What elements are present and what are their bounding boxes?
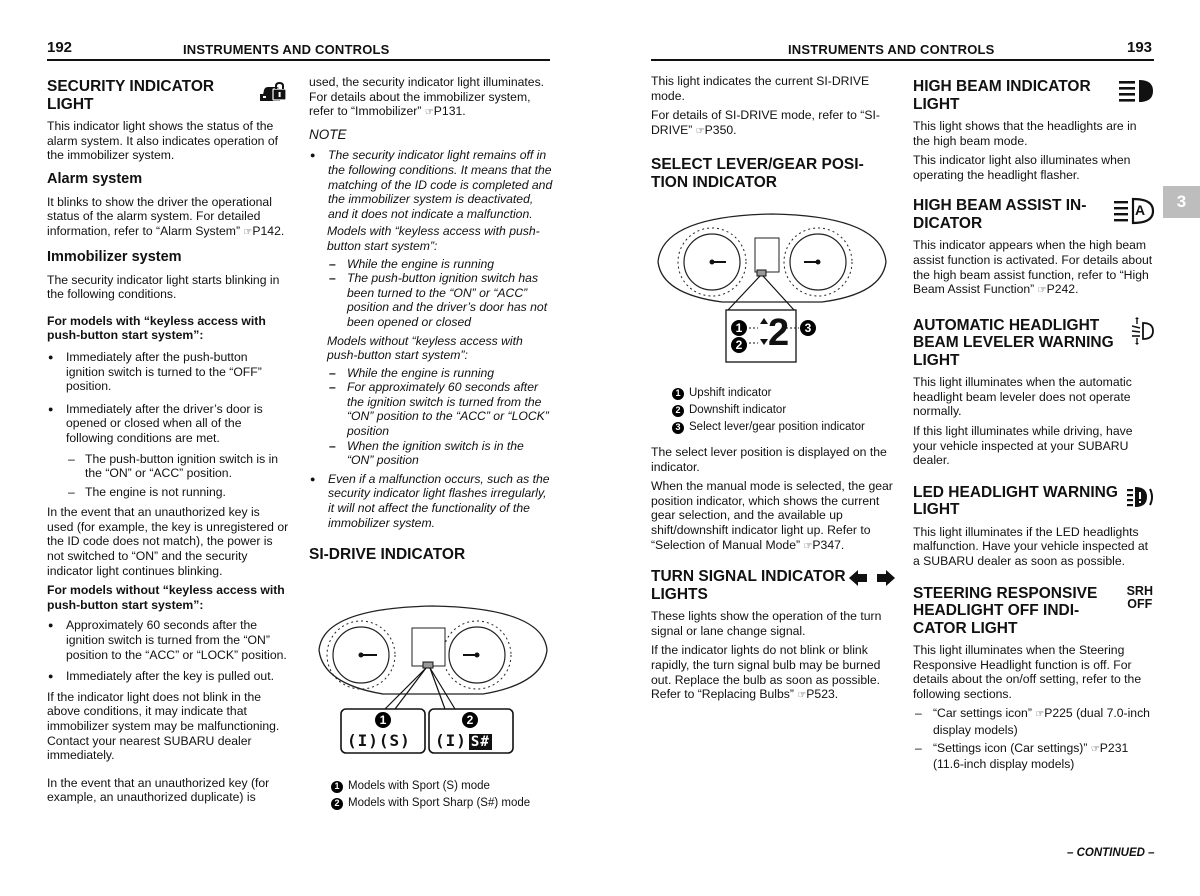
column-2 [309, 75, 553, 570]
turn-signal-paragraph-1: These lights show the operation of the turn signal or lane change signal. [651, 609, 882, 638]
select-lever-heading: SELECT LEVER/GEAR POSITION INDICATOR [651, 156, 864, 191]
srh-off-icon-line-1: SRH [1126, 583, 1153, 598]
si-drive-mode-ssharp-display: (I) S# [435, 731, 490, 750]
immobilizer-paragraph: The security indicator light starts blinking in the following conditions. [47, 272, 280, 302]
column-3 [651, 74, 895, 197]
high-beam-assist-icon [1113, 197, 1155, 225]
right-header-rule [651, 59, 1154, 61]
turn-signal-paragraph-2: If the indicator lights do not blink or blink rapidly, the turn signal bulb may be burned out. Replace the bulb as soon as possible. Refer to “Replacing Bulbs” ☞P523. [651, 643, 881, 702]
chapter-tab: 3 [1163, 186, 1200, 218]
srh-off-dash-1: – “Car settings icon” ☞P225 (dual 7.0-inch display models) [913, 706, 1155, 737]
si-drive-intro-2: For details of SI-DRIVE mode, refer to “SI-DRIVE” ☞P350. [651, 108, 880, 137]
note-bullet-1: ● The security indicator light remains off in the following conditions. It means that the matching of the ID code is completed and the immobilizer system is deactivated, and it does not indicate a malfunction. [309, 148, 553, 221]
note-no-keyless-dash-2: – For approximately 60 seconds after the ignition switch is turned from the “ON” position to the “ACC” or “LOCK” position [309, 380, 553, 438]
si-drive-intro-1: This light indicates the current SI-DRIVE mode. [651, 74, 870, 103]
lock-car-icon [259, 80, 289, 108]
keyless-dash-2: – The engine is not running. [47, 485, 289, 500]
left-header-rule [47, 59, 550, 61]
si-drive-mode-s-display: (I)(S) [347, 731, 411, 750]
si-drive-marker-2: 2 [462, 712, 478, 728]
si-drive-captions [331, 778, 530, 812]
keyless-dash-1: – The push-button ignition switch is in the “ON” or “ACC” position. [47, 452, 289, 481]
gear-digit: 2 [768, 312, 790, 354]
select-lever-paragraph-2: When the manual mode is selected, the gear position indicator, which shows the current gear selection, and the available up shift/downshift indicator light up. Refer to “Selection of Manual Mode” ☞P347. [651, 479, 893, 552]
note-no-keyless-dash-3: – When the ignition switch is in the “ON” position [309, 439, 553, 468]
note-keyless-dash-2: – The push-button ignition switch has been turned to the “ON” or “ACC” position and the driver’s door has not been opened or closed [309, 271, 553, 329]
gear-caption-1: 1 Upshift indicator [672, 385, 865, 402]
right-page-number: 193 [1127, 39, 1153, 56]
note-no-keyless-dash-1: – While the engine is running [309, 366, 553, 381]
high-beam-heading: HIGH BEAM INDICATOR LIGHT [913, 78, 1091, 113]
led-headlight-paragraph: This light illuminates if the LED headlights malfunction. Have your vehicle inspected at a SUBARU dealer as soon as possible. [913, 524, 1149, 568]
high-beam-assist-icon-letter: A [1135, 202, 1146, 219]
immobilizer-continued-paragraph: used, the security indicator light illuminates. For details about the immobilizer system, refer to “Immobilizer” ☞P131. [309, 75, 545, 119]
alarm-paragraph: It blinks to show the driver the operational status of the alarm system. For detailed information, refer to “Alarm System” ☞P142. [47, 194, 285, 238]
si-drive-marker-1: 1 [375, 712, 391, 728]
headlight-leveler-icon [1129, 317, 1155, 349]
column-3-lower [651, 445, 895, 709]
gear-marker-3: 3 [800, 320, 816, 336]
note-models-keyless: Models with “keyless access with push-button start system”: [327, 224, 540, 253]
column-4 [913, 78, 1155, 775]
auto-leveler-paragraph-2: If this light illuminates while driving, have your vehicle inspected at your SUBARU dealer. [913, 424, 1133, 468]
auto-leveler-heading: AUTOMATIC HEADLIGHT BEAM LEVELER WARNING LIGHT [913, 316, 1114, 369]
turn-signal-arrows-icon [849, 570, 895, 590]
note-keyless-dash-1: – While the engine is running [309, 257, 553, 272]
left-page-header: INSTRUMENTS AND CONTROLS [183, 42, 390, 57]
auto-leveler-paragraph-1: This light illuminates when the automatic headlight beam leveler does not operate normally. [913, 375, 1132, 419]
note-bullet-2: ● Even if a malfunction occurs, such as the security indicator light flashes irregularly, it will not affect the functionality of the immobilizer system. [309, 472, 553, 530]
high-beam-paragraph-1: This light shows that the headlights are in the high beam mode. [913, 119, 1137, 148]
led-headlight-warning-icon [1125, 484, 1155, 514]
note-label: NOTE [309, 126, 347, 142]
select-lever-paragraph-1: The select lever position is displayed on the indicator. [651, 445, 887, 474]
high-beam-icon [1115, 78, 1155, 108]
immobilizer-heading: Immobilizer system [47, 248, 182, 265]
srh-off-paragraph: This light illuminates when the Steering Responsive Headlight function is off. For details about the on/off setting, refer to the following sections. [913, 643, 1142, 701]
srh-off-icon [1127, 585, 1153, 611]
high-beam-assist-heading: HIGH BEAM ASSIST INDICATOR [913, 197, 1087, 232]
alarm-system-heading: Alarm system [47, 170, 143, 187]
left-page-number: 192 [47, 39, 73, 56]
security-paragraph: This indicator light shows the status of the alarm system. It also indicates operation of the immobilizer system. [47, 119, 278, 163]
gear-marker-2: 2 [731, 337, 747, 353]
si-drive-caption-1: 1 Models with Sport (S) mode [331, 778, 530, 795]
srh-off-dash-2: – “Settings icon (Car settings)” ☞P231 (11.6-inch display models) [913, 741, 1155, 772]
si-drive-heading: SI-DRIVE INDICATOR [309, 546, 466, 564]
keyless-heading: For models with “keyless access with push-button start system”: [47, 313, 266, 343]
high-beam-paragraph-2: This indicator light also illuminates when operating the headlight flasher. [913, 153, 1131, 182]
continued-label: – CONTINUED – [1067, 847, 1155, 859]
si-drive-caption-2: 2 Models with Sport Sharp (S#) mode [331, 795, 530, 812]
led-headlight-heading: LED HEADLIGHT WARNING LIGHT [913, 483, 1118, 519]
no-blink-paragraph: If the indicator light does not blink in the above conditions, it may indicate that immobilizer system may be malfunctioning. Contact your nearest SUBARU dealer immediately. [47, 689, 280, 763]
keyless-bullet-2: ● Immediately after the driver’s door is opened or closed when all of the following conditions are met. [47, 402, 289, 446]
gear-marker-1: 1 [731, 320, 747, 336]
right-page-header: INSTRUMENTS AND CONTROLS [788, 42, 995, 57]
no-keyless-bullet-1: ● Approximately 60 seconds after the ignition switch is turned from the “ON” position to the “ACC” or “LOCK” position. [47, 618, 289, 662]
keyless-bullet-1: ● Immediately after the push-button ignition switch is turned to the “OFF” position. [47, 350, 289, 394]
no-keyless-bullet-2: ● Immediately after the key is pulled out. [47, 669, 289, 684]
high-beam-assist-paragraph: This indicator appears when the high beam assist function is activated. For details about the high beam assist function, refer to “High Beam Assist Function” ☞P242. [913, 238, 1153, 297]
note-models-no-keyless: Models without “keyless access with push-button start system”: [327, 333, 523, 363]
unauthorized-duplicate-paragraph: In the event that an unauthorized key (for example, an unauthorized duplicate) is [47, 775, 270, 805]
no-keyless-heading: For models without “keyless access with push-button start system”: [47, 583, 285, 612]
srh-off-heading: STEERING RESPONSIVE HEADLIGHT OFF INDICATOR LIGHT [913, 584, 1098, 637]
column-1 [47, 78, 289, 810]
security-indicator-heading: SECURITY INDICATOR LIGHT [47, 78, 215, 113]
gear-captions [672, 385, 865, 436]
srh-off-icon-line-2: OFF [1127, 596, 1153, 611]
gear-caption-2: 2 Downshift indicator [672, 402, 865, 419]
gear-caption-3: 3 Select lever/gear position indicator [672, 419, 865, 436]
turn-signal-heading: TURN SIGNAL INDICATOR LIGHTS [651, 568, 846, 603]
unauthorized-key-paragraph: In the event that an unauthorized key is used (for example, the key is unregistered or the ID code does not match), the power is not switched to “ON” and the security indicator light continues blinking. [47, 505, 289, 578]
